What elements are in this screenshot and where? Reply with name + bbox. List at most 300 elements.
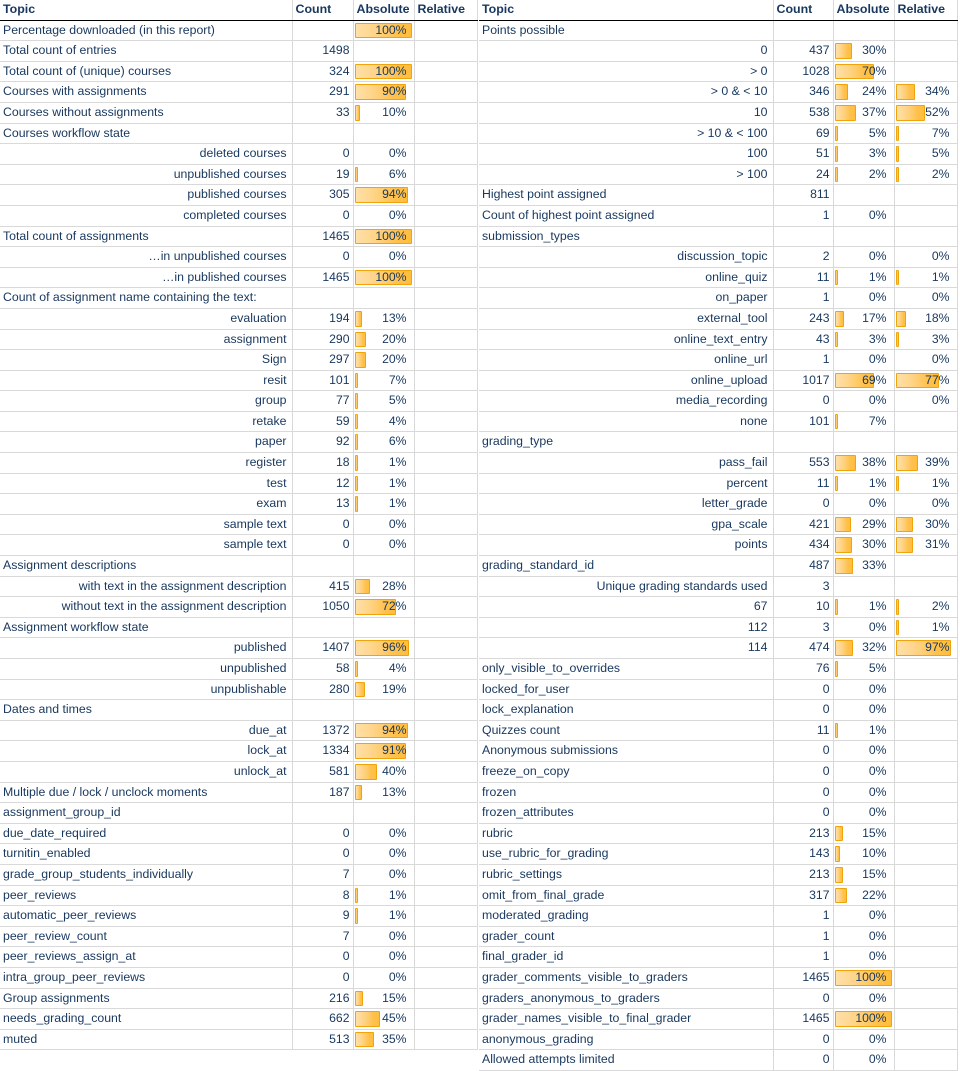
absolute-cell[interactable]	[833, 123, 894, 144]
absolute-cell[interactable]	[833, 1009, 894, 1030]
count-cell[interactable]: 1028	[773, 61, 833, 82]
relative-cell-empty[interactable]	[414, 659, 477, 680]
relative-cell[interactable]	[894, 535, 957, 556]
count-cell[interactable]: 0	[773, 1050, 833, 1071]
absolute-cell[interactable]	[353, 844, 414, 865]
count-cell[interactable]: 1	[773, 288, 833, 309]
absolute-cell[interactable]	[353, 823, 414, 844]
topic-cell[interactable]: locked_for_user	[479, 679, 773, 700]
absolute-cell[interactable]	[353, 720, 414, 741]
topic-cell[interactable]: grading_type	[479, 432, 773, 453]
topic-subitem-cell[interactable]: external_tool	[479, 308, 773, 329]
count-cell[interactable]: 0	[773, 494, 833, 515]
absolute-cell[interactable]	[353, 205, 414, 226]
topic-cell[interactable]: frozen	[479, 782, 773, 803]
count-cell[interactable]	[292, 617, 353, 638]
absolute-cell[interactable]	[833, 906, 894, 927]
topic-cell[interactable]: rubric	[479, 823, 773, 844]
relative-cell-empty[interactable]	[894, 556, 957, 577]
topic-cell[interactable]: Quizzes count	[479, 720, 773, 741]
topic-cell[interactable]: Courses without assignments	[0, 102, 292, 123]
relative-cell-empty[interactable]	[894, 205, 957, 226]
absolute-cell[interactable]	[833, 782, 894, 803]
absolute-cell[interactable]	[353, 453, 414, 474]
absolute-cell[interactable]	[833, 391, 894, 412]
relative-cell-empty[interactable]	[894, 576, 957, 597]
relative-cell-empty[interactable]	[414, 679, 477, 700]
absolute-cell[interactable]	[353, 926, 414, 947]
absolute-cell[interactable]	[833, 638, 894, 659]
count-cell[interactable]: 1465	[292, 267, 353, 288]
absolute-cell[interactable]	[833, 494, 894, 515]
relative-cell-empty[interactable]	[414, 494, 477, 515]
relative-cell[interactable]	[894, 370, 957, 391]
relative-cell-empty[interactable]	[894, 1050, 957, 1071]
relative-cell-empty[interactable]	[414, 288, 477, 309]
count-cell[interactable]: 77	[292, 391, 353, 412]
relative-cell-empty[interactable]	[414, 535, 477, 556]
relative-cell-empty[interactable]	[414, 988, 477, 1009]
count-cell[interactable]: 434	[773, 535, 833, 556]
count-cell[interactable]: 51	[773, 144, 833, 165]
topic-subitem-cell[interactable]: Unique grading standards used	[479, 576, 773, 597]
absolute-cell[interactable]	[353, 947, 414, 968]
absolute-cell[interactable]	[833, 659, 894, 680]
absolute-cell[interactable]	[353, 988, 414, 1009]
absolute-cell[interactable]	[353, 247, 414, 268]
count-cell[interactable]: 213	[773, 864, 833, 885]
relative-cell-empty[interactable]	[894, 1029, 957, 1050]
topic-cell[interactable]: due_date_required	[0, 823, 292, 844]
relative-cell[interactable]	[894, 391, 957, 412]
topic-subitem-cell[interactable]: 10	[479, 102, 773, 123]
relative-cell-empty[interactable]	[414, 906, 477, 927]
topic-subitem-cell[interactable]: group	[0, 391, 292, 412]
relative-cell-empty[interactable]	[894, 1009, 957, 1030]
topic-cell[interactable]: only_visible_to_overrides	[479, 659, 773, 680]
relative-cell-empty[interactable]	[414, 41, 477, 62]
absolute-cell[interactable]	[353, 864, 414, 885]
count-cell[interactable]: 43	[773, 329, 833, 350]
count-cell[interactable]: 538	[773, 102, 833, 123]
relative-cell-empty[interactable]	[414, 823, 477, 844]
relative-cell-empty[interactable]	[894, 926, 957, 947]
topic-cell[interactable]: Courses workflow state	[0, 123, 292, 144]
count-cell[interactable]: 11	[773, 473, 833, 494]
absolute-cell[interactable]	[833, 453, 894, 474]
count-cell[interactable]: 194	[292, 308, 353, 329]
relative-cell[interactable]	[894, 288, 957, 309]
count-cell[interactable]	[292, 123, 353, 144]
relative-cell[interactable]	[894, 453, 957, 474]
absolute-cell[interactable]	[353, 185, 414, 206]
relative-cell-empty[interactable]	[894, 720, 957, 741]
count-cell[interactable]: 101	[292, 370, 353, 391]
relative-cell[interactable]	[894, 308, 957, 329]
count-cell[interactable]: 1334	[292, 741, 353, 762]
count-cell[interactable]: 553	[773, 453, 833, 474]
count-cell[interactable]: 1017	[773, 370, 833, 391]
relative-cell-empty[interactable]	[414, 700, 477, 721]
absolute-cell[interactable]	[833, 514, 894, 535]
absolute-cell-empty[interactable]	[833, 185, 894, 206]
absolute-cell-empty[interactable]	[353, 803, 414, 824]
topic-cell[interactable]: Count of assignment name containing the text:	[0, 288, 292, 309]
topic-cell[interactable]: intra_group_peer_reviews	[0, 967, 292, 988]
absolute-cell[interactable]	[833, 41, 894, 62]
topic-subitem-cell[interactable]: online_upload	[479, 370, 773, 391]
relative-cell-empty[interactable]	[414, 844, 477, 865]
count-cell[interactable]: 0	[292, 514, 353, 535]
absolute-cell-empty[interactable]	[833, 20, 894, 41]
topic-cell[interactable]: Total count of entries	[0, 41, 292, 62]
absolute-cell[interactable]	[353, 370, 414, 391]
column-header-count[interactable]: Count	[773, 0, 833, 20]
relative-cell[interactable]	[894, 514, 957, 535]
absolute-cell[interactable]	[353, 1029, 414, 1050]
count-cell[interactable]: 0	[292, 844, 353, 865]
relative-cell-empty[interactable]	[414, 514, 477, 535]
count-cell[interactable]: 811	[773, 185, 833, 206]
absolute-cell[interactable]	[353, 597, 414, 618]
relative-cell[interactable]	[894, 144, 957, 165]
topic-subitem-cell[interactable]: pass_fail	[479, 453, 773, 474]
absolute-cell[interactable]	[833, 350, 894, 371]
topic-subitem-cell[interactable]: retake	[0, 411, 292, 432]
count-cell[interactable]: 0	[292, 247, 353, 268]
absolute-cell[interactable]	[833, 947, 894, 968]
topic-subitem-cell[interactable]: media_recording	[479, 391, 773, 412]
topic-subitem-cell[interactable]: published courses	[0, 185, 292, 206]
topic-cell[interactable]: use_rubric_for_grading	[479, 844, 773, 865]
relative-cell-empty[interactable]	[414, 350, 477, 371]
relative-cell-empty[interactable]	[894, 741, 957, 762]
relative-cell-empty[interactable]	[894, 411, 957, 432]
topic-subitem-cell[interactable]: unpublished	[0, 659, 292, 680]
count-cell[interactable]: 1	[773, 947, 833, 968]
relative-cell-empty[interactable]	[414, 741, 477, 762]
absolute-cell[interactable]	[833, 288, 894, 309]
absolute-cell[interactable]	[353, 514, 414, 535]
relative-cell-empty[interactable]	[894, 226, 957, 247]
topic-cell[interactable]: grader_comments_visible_to_graders	[479, 967, 773, 988]
count-cell[interactable]: 662	[292, 1009, 353, 1030]
absolute-cell-empty[interactable]	[353, 41, 414, 62]
relative-cell-empty[interactable]	[414, 782, 477, 803]
absolute-cell[interactable]	[353, 885, 414, 906]
absolute-cell[interactable]	[833, 329, 894, 350]
relative-cell-empty[interactable]	[414, 597, 477, 618]
relative-cell-empty[interactable]	[894, 185, 957, 206]
count-cell[interactable]: 346	[773, 82, 833, 103]
relative-cell-empty[interactable]	[894, 844, 957, 865]
relative-cell-empty[interactable]	[414, 411, 477, 432]
relative-cell-empty[interactable]	[894, 782, 957, 803]
count-cell[interactable]: 10	[773, 597, 833, 618]
relative-cell-empty[interactable]	[414, 370, 477, 391]
column-header-absolute[interactable]: Absolute	[353, 0, 414, 20]
count-cell[interactable]: 59	[292, 411, 353, 432]
column-header-relative[interactable]: Relative	[414, 0, 477, 20]
topic-cell[interactable]: peer_review_count	[0, 926, 292, 947]
topic-cell[interactable]: assignment_group_id	[0, 803, 292, 824]
topic-cell[interactable]: Count of highest point assigned	[479, 205, 773, 226]
count-cell[interactable]: 324	[292, 61, 353, 82]
absolute-cell[interactable]	[833, 967, 894, 988]
absolute-cell[interactable]	[833, 823, 894, 844]
topic-subitem-cell[interactable]: unpublished courses	[0, 164, 292, 185]
topic-subitem-cell[interactable]: online_text_entry	[479, 329, 773, 350]
relative-cell-empty[interactable]	[894, 61, 957, 82]
absolute-cell[interactable]	[353, 679, 414, 700]
count-cell[interactable]: 143	[773, 844, 833, 865]
absolute-cell[interactable]	[353, 1009, 414, 1030]
relative-cell-empty[interactable]	[414, 267, 477, 288]
absolute-cell-empty[interactable]	[353, 700, 414, 721]
relative-cell-empty[interactable]	[414, 576, 477, 597]
topic-cell[interactable]: Courses with assignments	[0, 82, 292, 103]
count-cell[interactable]: 12	[292, 473, 353, 494]
topic-cell[interactable]: Group assignments	[0, 988, 292, 1009]
count-cell[interactable]: 76	[773, 659, 833, 680]
topic-cell[interactable]: lock_explanation	[479, 700, 773, 721]
absolute-cell[interactable]	[833, 844, 894, 865]
relative-cell-empty[interactable]	[894, 700, 957, 721]
topic-subitem-cell[interactable]: 100	[479, 144, 773, 165]
count-cell[interactable]: 24	[773, 164, 833, 185]
relative-cell[interactable]	[894, 102, 957, 123]
count-cell[interactable]: 421	[773, 514, 833, 535]
relative-cell-empty[interactable]	[894, 659, 957, 680]
topic-subitem-cell[interactable]: test	[0, 473, 292, 494]
relative-cell[interactable]	[894, 638, 957, 659]
column-header-absolute[interactable]: Absolute	[833, 0, 894, 20]
topic-cell[interactable]: Total count of assignments	[0, 226, 292, 247]
count-cell[interactable]: 7	[292, 864, 353, 885]
topic-subitem-cell[interactable]: paper	[0, 432, 292, 453]
count-cell[interactable]	[773, 226, 833, 247]
count-cell[interactable]: 0	[292, 967, 353, 988]
topic-subitem-cell[interactable]: points	[479, 535, 773, 556]
topic-subitem-cell[interactable]: exam	[0, 494, 292, 515]
count-cell[interactable]: 7	[292, 926, 353, 947]
absolute-cell[interactable]	[833, 803, 894, 824]
topic-subitem-cell[interactable]: gpa_scale	[479, 514, 773, 535]
count-cell[interactable]: 1372	[292, 720, 353, 741]
absolute-cell[interactable]	[833, 164, 894, 185]
relative-cell-empty[interactable]	[414, 1029, 477, 1050]
absolute-cell[interactable]	[353, 432, 414, 453]
relative-cell-empty[interactable]	[414, 453, 477, 474]
absolute-cell[interactable]	[353, 638, 414, 659]
count-cell[interactable]: 1465	[292, 226, 353, 247]
relative-cell-empty[interactable]	[894, 988, 957, 1009]
relative-cell[interactable]	[894, 617, 957, 638]
topic-subitem-cell[interactable]: online_url	[479, 350, 773, 371]
topic-subitem-cell[interactable]: resit	[0, 370, 292, 391]
topic-subitem-cell[interactable]: discussion_topic	[479, 247, 773, 268]
topic-subitem-cell[interactable]: 0	[479, 41, 773, 62]
absolute-cell[interactable]	[833, 556, 894, 577]
topic-cell[interactable]: frozen_attributes	[479, 803, 773, 824]
relative-cell-empty[interactable]	[414, 617, 477, 638]
absolute-cell-empty[interactable]	[353, 123, 414, 144]
count-cell[interactable]: 2	[773, 247, 833, 268]
absolute-cell[interactable]	[353, 61, 414, 82]
relative-cell[interactable]	[894, 247, 957, 268]
topic-subitem-cell[interactable]: > 0	[479, 61, 773, 82]
topic-subitem-cell[interactable]: due_at	[0, 720, 292, 741]
absolute-cell[interactable]	[353, 906, 414, 927]
relative-cell-empty[interactable]	[414, 432, 477, 453]
topic-cell[interactable]: graders_anonymous_to_graders	[479, 988, 773, 1009]
relative-cell[interactable]	[894, 350, 957, 371]
relative-cell-empty[interactable]	[894, 20, 957, 41]
absolute-cell[interactable]	[833, 370, 894, 391]
count-cell[interactable]: 3	[773, 617, 833, 638]
topic-subitem-cell[interactable]: on_paper	[479, 288, 773, 309]
absolute-cell[interactable]	[833, 308, 894, 329]
count-cell[interactable]: 0	[292, 947, 353, 968]
absolute-cell-empty[interactable]	[353, 556, 414, 577]
count-cell[interactable]: 69	[773, 123, 833, 144]
topic-subitem-cell[interactable]: evaluation	[0, 308, 292, 329]
relative-cell-empty[interactable]	[894, 432, 957, 453]
topic-cell[interactable]: muted	[0, 1029, 292, 1050]
topic-cell[interactable]: needs_grading_count	[0, 1009, 292, 1030]
absolute-cell[interactable]	[833, 926, 894, 947]
count-cell[interactable]: 216	[292, 988, 353, 1009]
relative-cell[interactable]	[894, 329, 957, 350]
absolute-cell[interactable]	[833, 988, 894, 1009]
absolute-cell-empty[interactable]	[833, 226, 894, 247]
count-cell[interactable]: 58	[292, 659, 353, 680]
relative-cell-empty[interactable]	[414, 1009, 477, 1030]
topic-cell[interactable]: grader_count	[479, 926, 773, 947]
absolute-cell[interactable]	[833, 247, 894, 268]
topic-subitem-cell[interactable]: assignment	[0, 329, 292, 350]
absolute-cell[interactable]	[353, 411, 414, 432]
count-cell[interactable]: 92	[292, 432, 353, 453]
count-cell[interactable]: 0	[292, 823, 353, 844]
topic-cell[interactable]: Highest point assigned	[479, 185, 773, 206]
topic-cell[interactable]: anonymous_grading	[479, 1029, 773, 1050]
column-header-topic[interactable]: Topic	[479, 0, 773, 20]
relative-cell-empty[interactable]	[414, 803, 477, 824]
relative-cell-empty[interactable]	[414, 967, 477, 988]
absolute-cell[interactable]	[353, 350, 414, 371]
absolute-cell[interactable]	[353, 761, 414, 782]
relative-cell-empty[interactable]	[414, 144, 477, 165]
absolute-cell-empty[interactable]	[353, 288, 414, 309]
count-cell[interactable]: 33	[292, 102, 353, 123]
relative-cell[interactable]	[894, 473, 957, 494]
count-cell[interactable]: 305	[292, 185, 353, 206]
relative-cell-empty[interactable]	[894, 864, 957, 885]
absolute-cell[interactable]	[833, 205, 894, 226]
relative-cell[interactable]	[894, 123, 957, 144]
topic-cell[interactable]: submission_types	[479, 226, 773, 247]
absolute-cell[interactable]	[833, 1050, 894, 1071]
topic-cell[interactable]: Assignment descriptions	[0, 556, 292, 577]
relative-cell-empty[interactable]	[414, 102, 477, 123]
topic-subitem-cell[interactable]: letter_grade	[479, 494, 773, 515]
absolute-cell[interactable]	[833, 700, 894, 721]
relative-cell[interactable]	[894, 82, 957, 103]
count-cell[interactable]: 474	[773, 638, 833, 659]
count-cell[interactable]: 487	[773, 556, 833, 577]
count-cell[interactable]: 1	[773, 205, 833, 226]
count-cell[interactable]: 1	[773, 926, 833, 947]
count-cell[interactable]: 317	[773, 885, 833, 906]
count-cell[interactable]: 415	[292, 576, 353, 597]
count-cell[interactable]: 13	[292, 494, 353, 515]
absolute-cell[interactable]	[353, 576, 414, 597]
count-cell[interactable]: 0	[773, 1029, 833, 1050]
relative-cell-empty[interactable]	[414, 205, 477, 226]
count-cell[interactable]: 1465	[773, 1009, 833, 1030]
count-cell[interactable]: 9	[292, 906, 353, 927]
relative-cell-empty[interactable]	[414, 864, 477, 885]
absolute-cell[interactable]	[833, 617, 894, 638]
count-cell[interactable]	[773, 20, 833, 41]
absolute-cell[interactable]	[353, 329, 414, 350]
absolute-cell[interactable]	[833, 720, 894, 741]
count-cell[interactable]: 1050	[292, 597, 353, 618]
relative-cell-empty[interactable]	[894, 967, 957, 988]
count-cell[interactable]: 1498	[292, 41, 353, 62]
topic-subitem-cell[interactable]: none	[479, 411, 773, 432]
topic-cell[interactable]: turnitin_enabled	[0, 844, 292, 865]
relative-cell-empty[interactable]	[414, 164, 477, 185]
relative-cell-empty[interactable]	[414, 61, 477, 82]
count-cell[interactable]: 513	[292, 1029, 353, 1050]
count-cell[interactable]: 0	[292, 144, 353, 165]
absolute-cell[interactable]	[833, 741, 894, 762]
count-cell[interactable]: 0	[773, 679, 833, 700]
relative-cell-empty[interactable]	[894, 823, 957, 844]
count-cell[interactable]: 0	[773, 988, 833, 1009]
topic-subitem-cell[interactable]: deleted courses	[0, 144, 292, 165]
topic-cell[interactable]: Multiple due / lock / unclock moments	[0, 782, 292, 803]
relative-cell-empty[interactable]	[894, 947, 957, 968]
topic-subitem-cell[interactable]: sample text	[0, 514, 292, 535]
topic-subitem-cell[interactable]: …in unpublished courses	[0, 247, 292, 268]
topic-subitem-cell[interactable]: percent	[479, 473, 773, 494]
count-cell[interactable]: 0	[773, 803, 833, 824]
topic-subitem-cell[interactable]: online_quiz	[479, 267, 773, 288]
count-cell[interactable]: 0	[773, 782, 833, 803]
count-cell[interactable]: 297	[292, 350, 353, 371]
topic-subitem-cell[interactable]: 114	[479, 638, 773, 659]
absolute-cell[interactable]	[353, 659, 414, 680]
relative-cell-empty[interactable]	[414, 185, 477, 206]
relative-cell-empty[interactable]	[894, 885, 957, 906]
topic-subitem-cell[interactable]: register	[0, 453, 292, 474]
topic-cell[interactable]: Dates and times	[0, 700, 292, 721]
absolute-cell[interactable]	[833, 102, 894, 123]
topic-cell[interactable]: rubric_settings	[479, 864, 773, 885]
count-cell[interactable]: 1	[773, 906, 833, 927]
relative-cell-empty[interactable]	[414, 391, 477, 412]
count-cell[interactable]: 213	[773, 823, 833, 844]
topic-cell[interactable]: freeze_on_copy	[479, 761, 773, 782]
relative-cell[interactable]	[894, 267, 957, 288]
count-cell[interactable]: 0	[292, 535, 353, 556]
absolute-cell[interactable]	[353, 782, 414, 803]
absolute-cell[interactable]	[833, 597, 894, 618]
absolute-cell[interactable]	[353, 741, 414, 762]
